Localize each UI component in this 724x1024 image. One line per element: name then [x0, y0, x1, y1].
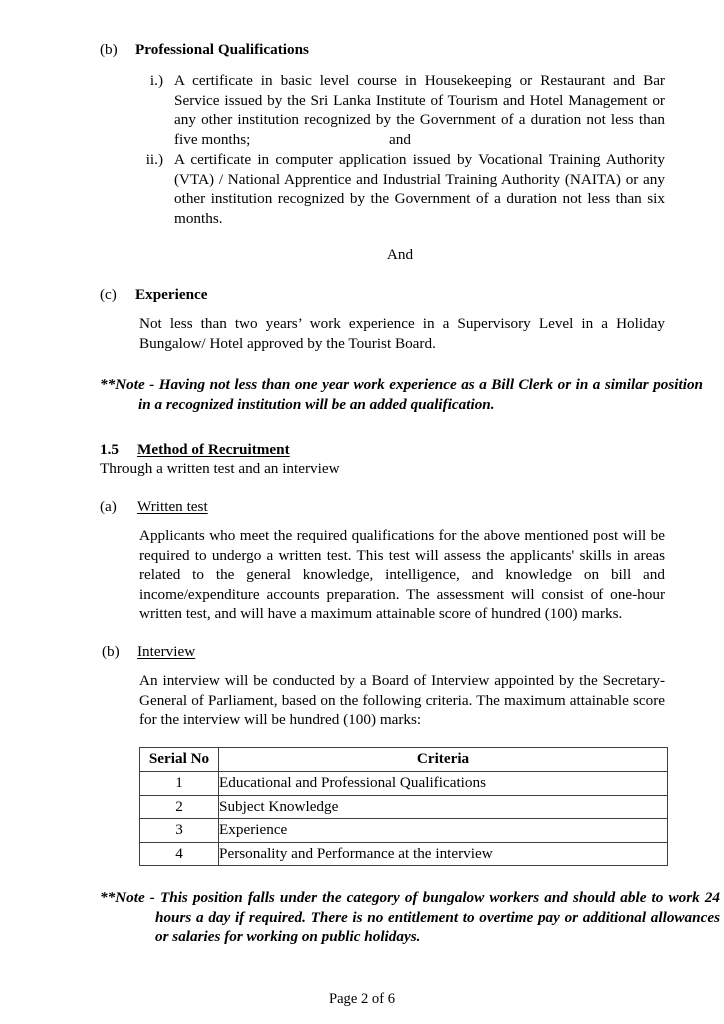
note-bungalow [100, 888, 720, 947]
section-c-heading: Experience [135, 286, 208, 303]
section-c-heading-row [100, 285, 665, 305]
section-1-5-heading: Method of Recruitment [137, 441, 290, 458]
table-row [140, 842, 668, 866]
table-row [140, 795, 668, 819]
note-experience-text: **Note - Having not less than one year work experience as a Bill Clerk or in a similar position in a recognized institution will be an added qualification. [100, 376, 703, 413]
conjunction-and-capital: And [386, 246, 414, 263]
section-c-label: (c) [100, 286, 117, 303]
table-cell-criteria: Experience [219, 819, 668, 843]
table-header-row [140, 748, 668, 772]
section-b-heading: Professional Qualifications [135, 41, 309, 58]
section-1-5-heading-row [100, 440, 665, 460]
table-row [140, 772, 668, 796]
section-b-label: (b) [100, 41, 118, 58]
section-b-item-2 [115, 150, 665, 228]
conjunction-and-lowercase: and [389, 131, 411, 148]
note-bungalow-text: **Note - This position falls under the category of bungalow workers and should able to work 24 hours a day if required. There is no entitlement to overtime pay or additional allowances or salaries for working on public holidays. [100, 889, 720, 946]
section-1-5-number: 1.5 [100, 441, 119, 458]
table-cell-serial: 3 [140, 819, 219, 843]
section-b-item-1-marker: i.) [149, 72, 163, 89]
table-cell-criteria: Personality and Performance at the interview [219, 842, 668, 866]
table-cell-serial: 1 [140, 772, 219, 796]
table-cell-criteria: Educational and Professional Qualifications [219, 772, 668, 796]
page-footer: Page 2 of 6 [328, 991, 396, 1007]
section-1-5-subtitle: Through a written test and an interview [100, 460, 340, 477]
table-cell-serial: 2 [140, 795, 219, 819]
interview-heading-row [102, 642, 665, 662]
table-row [140, 819, 668, 843]
interview-body: An interview will be conducted by a Board of Interview appointed by the Secretary-General of Parliament, based on the following criteria. The maximum attainable score for the interview will be hundred (100) marks: [139, 672, 665, 729]
written-test-body: Applicants who meet the required qualifications for the above mentioned post will be required to undergo a written test. This test will assess the applicants' skills in areas related to the general knowledge, intelligence, and knowledge on bill and income/expenditure accounts preparation. The assessment will consist of one-hour written test, and will have a maximum attainable score of hundred (100) marks. [139, 527, 665, 623]
written-test-heading: Written test [137, 498, 208, 515]
interview-heading: Interview [137, 643, 196, 660]
section-b-heading-row [100, 40, 665, 60]
table-header-serial-no: Serial No [140, 748, 219, 772]
written-test-label: (a) [100, 498, 117, 515]
note-experience [100, 375, 703, 414]
section-b-item-2-text: A certificate in computer application issued by Vocational Training Authority (VTA) / National Apprentice and Industrial Training Authority (NAITA) or any other institution recognized by the Government of a duration not less than six months. [174, 151, 665, 227]
interview-label: (b) [102, 643, 120, 660]
table-header-criteria: Criteria [219, 748, 668, 772]
table-cell-criteria: Subject Knowledge [219, 795, 668, 819]
criteria-table [139, 747, 668, 866]
section-c-body: Not less than two years’ work experience in a Supervisory Level in a Holiday Bungalow/ Hotel approved by the Tourist Board. [139, 315, 665, 352]
section-b-item-1-text: A certificate in basic level course in Housekeeping or Restaurant and Bar Service issued by the Sri Lanka Institute of Tourism and Hotel Management or any other institution recognized by the Government of a duration not less than five months; [174, 72, 665, 148]
table-cell-serial: 4 [140, 842, 219, 866]
section-b-item-2-marker: ii.) [145, 151, 163, 168]
written-test-heading-row [100, 497, 665, 517]
